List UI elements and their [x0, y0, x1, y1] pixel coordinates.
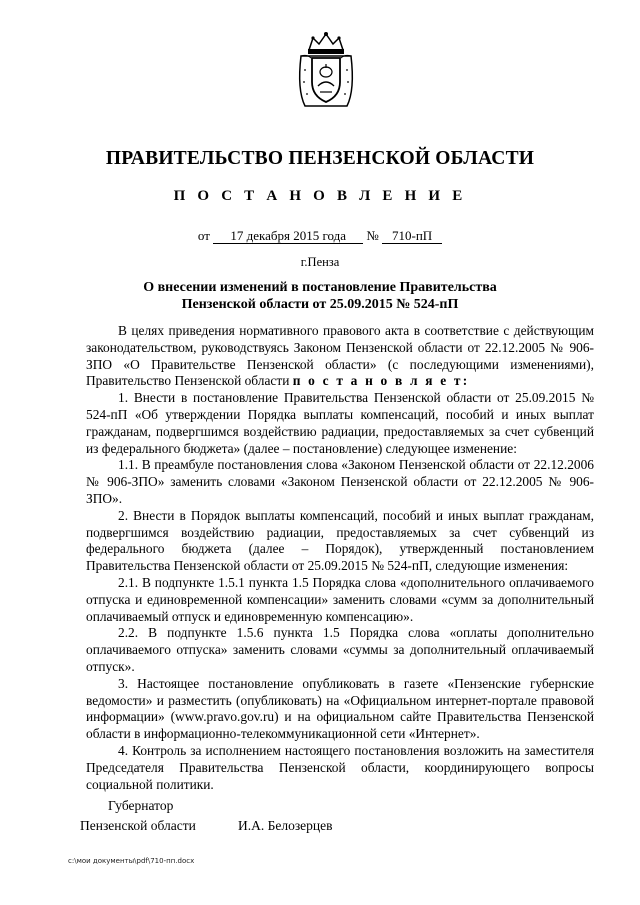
- heading-line-1: О внесении изменений в постановление Правительства: [143, 280, 497, 295]
- paragraph-2: 2. Внести в Порядок выплаты компенсаций, пособий и иных выплат гражданам, подвергшимся воздействию радиации, предоставляемых за счет субвенций из федерального бюджета (далее – Порядок), утвержденный постановлением Правительства Пензенской области от 25.09.2015 № 524-пП, следующие изменения:: [86, 507, 594, 574]
- paragraph-1-1: 1.1. В преамбуле постановления слова «Законом Пензенской области от 22.12.2006 № 906-ЗПО» заменить словами «Законом Пензенской области от 22.12.2005 № 906-ЗПО».: [86, 457, 594, 506]
- paragraph-1: 1. Внести в постановление Правительства Пензенской области от 25.09.2015 № 524-пП «Об утверждении Порядка выплаты компенсаций, пособий и иных выплат гражданам, подвергшимся воздействию радиации, предоставляемых за счет субвенций из федерального бюджета» (далее – постановление) следующее изменение:: [86, 390, 594, 456]
- city: г.Пенза: [300, 255, 340, 269]
- intro-text: В целях приведения нормативного правового акта в соответствие с действующим законодательством, руководствуясь Законом Пензенской области от 22.12.2005 № 906-ЗПО «О Правительстве Пензенской области» (с последующими изменениями), Правительство Пензенской области: [86, 323, 594, 389]
- heading-line-2: Пензенской области от 25.09.2015 № 524-пП: [181, 296, 459, 312]
- date-number-line: [0, 228, 640, 244]
- resolves-emphasis: п о с т а н о в л я е т:: [292, 373, 470, 389]
- penza-coat-of-arms-icon: [295, 30, 357, 110]
- paragraph-2-1: 2.1. В подпункте 1.5.1 пункта 1.5 Порядка слова «дополнительного оплачиваемого отпуска и единовременной компенсации» заменить словами «сумм за дополнительный оплачиваемый отпуск и единовременную компенсацию».: [86, 574, 594, 624]
- document-number: 710-пП: [382, 229, 442, 244]
- signatory-title-2: Пензенской области: [80, 818, 196, 833]
- organization-title: ПРАВИТЕЛЬСТВО ПЕНЗЕНСКОЙ ОБЛАСТИ: [105, 148, 535, 169]
- intro-paragraph: [86, 323, 594, 390]
- paragraph-2-2: 2.2. В подпункте 1.5.6 пункта 1.5 Порядка слова «оплаты дополнительно оплачиваемого отпуска» заменить словами «суммы за дополнительный оплачиваемый отпуск».: [86, 625, 594, 674]
- date-prefix: от: [197, 228, 210, 243]
- number-prefix: №: [366, 228, 379, 243]
- paragraph-3: 3. Настоящее постановление опубликовать в газете «Пензенские губернские ведомости» и разместить (опубликовать) на «Официальном интернет-портале правовой информации» (www.pravo.gov.ru) и на официальном сайте Правительства Пензенской области в информационно-телекоммуникационной сети «Интернет».: [86, 675, 594, 742]
- signatory-title-1: Губернатор: [108, 798, 174, 813]
- document-body: [86, 323, 594, 793]
- file-path-footer: c:\мои документы\pdf\710-пп.docx: [68, 857, 195, 865]
- paragraph-4: 4. Контроль за исполнением настоящего постановления возложить на заместителя Председателя Правительства Пензенской области, координирующего вопросы социальной политики.: [86, 742, 594, 792]
- document-type: П О С Т А Н О В Л Е Н И Е: [173, 188, 467, 204]
- document-date: 17 декабря 2015 года: [213, 229, 363, 244]
- document-heading: [140, 280, 500, 313]
- signatory-name: И.А. Белозерцев: [238, 818, 333, 833]
